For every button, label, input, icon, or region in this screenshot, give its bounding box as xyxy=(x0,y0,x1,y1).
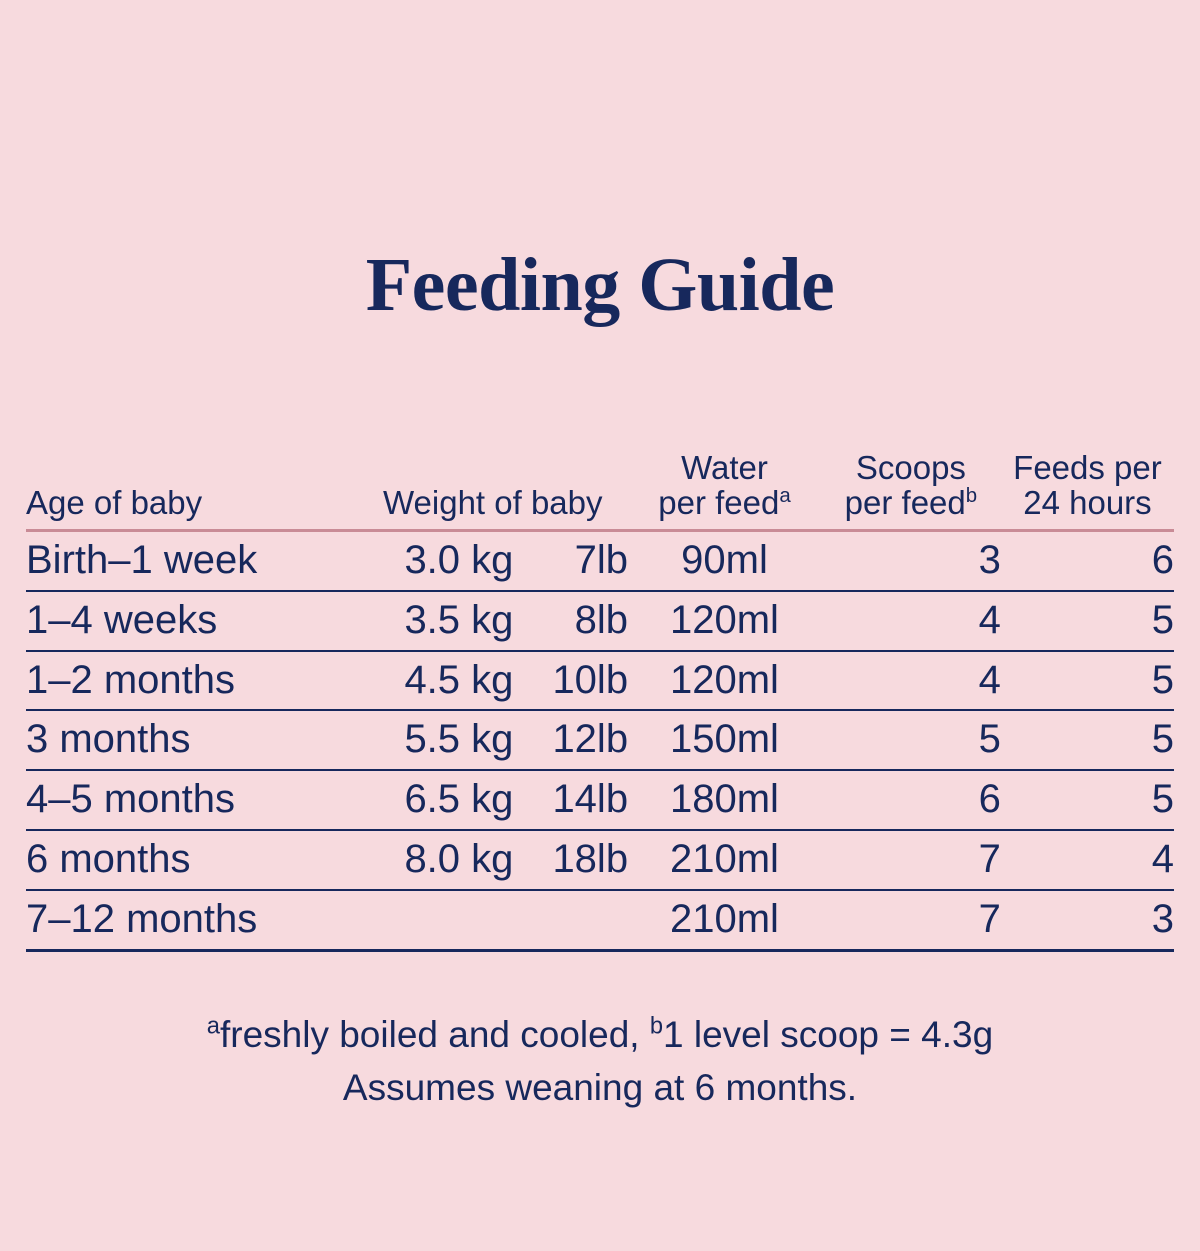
column-header-age: Age of baby xyxy=(26,450,357,531)
cell-scoops: 4 xyxy=(821,651,1001,711)
column-header-feeds xyxy=(1001,450,1174,531)
feeding-table xyxy=(26,450,1174,952)
cell-age: 3 months xyxy=(26,710,357,770)
cell-feeds: 5 xyxy=(1001,591,1174,651)
footnote-line-1 xyxy=(0,1008,1200,1062)
cell-scoops: 4 xyxy=(821,591,1001,651)
cell-lb: 18lb xyxy=(513,830,628,890)
cell-kg: 5.5 kg xyxy=(357,710,513,770)
column-header-scoops-line2: per feed xyxy=(844,484,966,522)
table-row xyxy=(26,710,1174,770)
cell-kg: 4.5 kg xyxy=(357,651,513,711)
cell-kg: 8.0 kg xyxy=(357,830,513,890)
footnote-text-b: 1 level scoop = 4.3g xyxy=(663,1013,994,1055)
cell-feeds: 4 xyxy=(1001,830,1174,890)
cell-age: 1–4 weeks xyxy=(26,591,357,651)
footnote-sup-a: a xyxy=(206,1013,220,1040)
column-header-water-line1: Water xyxy=(681,448,768,486)
column-header-scoops-line1: Scoops xyxy=(855,448,966,486)
cell-lb: 12lb xyxy=(513,710,628,770)
cell-feeds: 5 xyxy=(1001,651,1174,711)
table-row xyxy=(26,830,1174,890)
footnotes xyxy=(0,1008,1200,1115)
cell-lb: 7lb xyxy=(513,531,628,591)
column-header-water xyxy=(628,450,821,531)
cell-water: 150ml xyxy=(628,710,821,770)
cell-scoops: 7 xyxy=(821,890,1001,950)
cell-water: 210ml xyxy=(628,890,821,950)
cell-kg xyxy=(357,890,513,950)
cell-water: 120ml xyxy=(628,591,821,651)
cell-age: 4–5 months xyxy=(26,770,357,830)
table-header-row xyxy=(26,450,1174,531)
cell-feeds: 3 xyxy=(1001,890,1174,950)
footnote-sup-b: b xyxy=(649,1013,664,1040)
cell-feeds: 6 xyxy=(1001,531,1174,591)
cell-age: 7–12 months xyxy=(26,890,357,950)
cell-scoops: 5 xyxy=(821,710,1001,770)
feeding-guide-page xyxy=(0,51,1200,1251)
table-row xyxy=(26,591,1174,651)
cell-water: 90ml xyxy=(628,531,821,591)
footnote-text-a: freshly boiled and cooled, xyxy=(219,1013,650,1055)
cell-water: 120ml xyxy=(628,651,821,711)
cell-lb: 14lb xyxy=(513,770,628,830)
table-row xyxy=(26,890,1174,950)
cell-kg: 3.0 kg xyxy=(357,531,513,591)
column-header-weight: Weight of baby xyxy=(357,450,628,531)
table-row xyxy=(26,651,1174,711)
table-row xyxy=(26,770,1174,830)
table-header xyxy=(26,450,1174,531)
cell-water: 180ml xyxy=(628,770,821,830)
cell-kg: 6.5 kg xyxy=(357,770,513,830)
footnote-marker-a: a xyxy=(779,484,791,508)
cell-lb xyxy=(513,890,628,950)
column-header-scoops xyxy=(821,450,1001,531)
cell-feeds: 5 xyxy=(1001,770,1174,830)
cell-scoops: 7 xyxy=(821,830,1001,890)
cell-age: 1–2 months xyxy=(26,651,357,711)
column-header-feeds-line2: 24 hours xyxy=(1023,484,1152,522)
cell-water: 210ml xyxy=(628,830,821,890)
cell-scoops: 6 xyxy=(821,770,1001,830)
table-row xyxy=(26,531,1174,591)
footnote-marker-b: b xyxy=(965,484,978,508)
column-header-water-line2: per feed xyxy=(658,484,780,522)
page-title: Feeding Guide xyxy=(365,242,835,327)
cell-lb: 8lb xyxy=(513,591,628,651)
cell-scoops: 3 xyxy=(821,531,1001,591)
cell-kg: 3.5 kg xyxy=(357,591,513,651)
cell-age: Birth–1 week xyxy=(26,531,357,591)
table-body xyxy=(26,531,1174,951)
cell-feeds: 5 xyxy=(1001,710,1174,770)
footnote-line-2: Assumes weaning at 6 months. xyxy=(342,1067,858,1109)
cell-age: 6 months xyxy=(26,830,357,890)
cell-lb: 10lb xyxy=(513,651,628,711)
feeding-table-container xyxy=(26,374,1174,952)
column-header-feeds-line1: Feeds per xyxy=(1013,448,1162,486)
